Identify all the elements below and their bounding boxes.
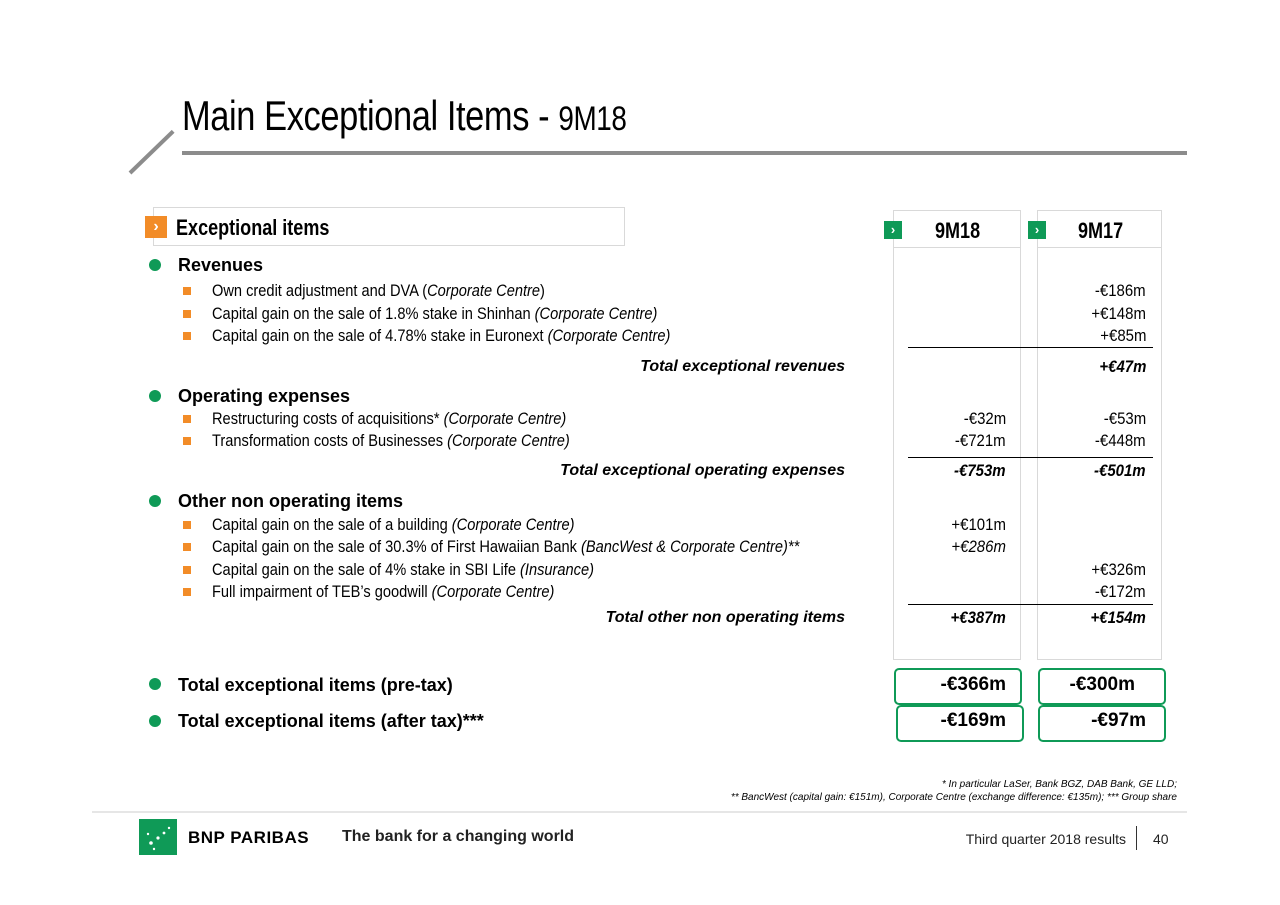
category-other-non-operating: Other non operating items	[178, 491, 404, 511]
value-9m17: +€148m	[1091, 304, 1146, 323]
bullet-dot-icon	[149, 390, 161, 402]
footnote-2: ** BancWest (capital gain: €151m), Corporate Centre (exchange difference: €135m); *** Group share	[730, 792, 1177, 803]
square-bullet-icon	[183, 588, 191, 596]
value-9m17: +€85m	[1099, 326, 1146, 345]
value-9m17: -€186m	[1095, 281, 1146, 300]
total-rule	[908, 604, 1153, 605]
value-9m18: +€101m	[951, 515, 1006, 534]
category-revenues: Revenues	[178, 255, 264, 275]
square-bullet-icon	[183, 415, 191, 423]
total-aftertax-label: Total exceptional items (after tax)***	[178, 711, 484, 731]
title-period: 9M18	[558, 100, 627, 138]
total-rule	[908, 457, 1153, 458]
chevron-right-icon: ›	[1028, 221, 1046, 239]
total-pretax-9m18: -€366m	[940, 674, 1006, 695]
value-9m18: -€32m	[963, 409, 1006, 428]
square-bullet-icon	[183, 287, 191, 295]
list-item: Capital gain on the sale of 4.78% stake in Euronext (Corporate Centre)	[212, 326, 671, 345]
column-header-divider	[1037, 247, 1161, 248]
total-value-9m18: +€387m	[950, 608, 1006, 627]
total-rule	[908, 347, 1153, 348]
value-9m17: +€326m	[1091, 560, 1146, 579]
brand-name: BNP PARIBAS	[188, 828, 310, 847]
list-item: Capital gain on the sale of 1.8% stake in Shinhan (Corporate Centre)	[212, 304, 658, 323]
total-label: Total exceptional operating expenses	[560, 462, 845, 479]
column-header-9m17: 9M17	[1078, 218, 1124, 243]
total-label: Total exceptional revenues	[640, 358, 845, 375]
chevron-right-icon: ›	[884, 221, 902, 239]
value-9m17: -€53m	[1103, 409, 1146, 428]
brand-tagline: The bank for a changing world	[342, 828, 575, 845]
total-value-9m17: +€47m	[1098, 357, 1146, 376]
footer-divider	[1136, 826, 1137, 850]
list-item: Capital gain on the sale of a building (Corporate Centre)	[212, 515, 575, 534]
square-bullet-icon	[183, 566, 191, 574]
footnote-1: * In particular LaSer, Bank BGZ, DAB Bank, GE LLD;	[941, 779, 1177, 790]
bullet-dot-icon	[149, 259, 161, 271]
category-operating-expenses: Operating expenses	[178, 386, 351, 406]
value-9m17: -€448m	[1095, 431, 1146, 450]
page-title: Main Exceptional Items - 9M18	[182, 92, 627, 139]
total-aftertax-9m18: -€169m	[940, 710, 1006, 731]
square-bullet-icon	[183, 310, 191, 318]
page-number: 40	[1153, 831, 1169, 847]
title-rule	[182, 151, 1187, 155]
value-9m18: +€286m	[951, 537, 1006, 556]
footer-rule	[92, 811, 1187, 813]
column-header-9m18: 9M18	[935, 218, 981, 243]
section-title: Exceptional items	[176, 215, 330, 240]
total-label: Total other non operating items	[605, 609, 845, 626]
total-pretax-label: Total exceptional items (pre-tax)	[178, 675, 453, 695]
column-header-divider	[893, 247, 1020, 248]
bnp-logo-icon	[139, 819, 177, 855]
total-value-9m17: +€154m	[1090, 608, 1146, 627]
square-bullet-icon	[183, 521, 191, 529]
list-item: Own credit adjustment and DVA (Corporate Centre)	[212, 281, 545, 300]
total-value-9m18: -€753m	[954, 461, 1006, 480]
bullet-dot-icon	[149, 678, 161, 690]
value-9m18: -€721m	[955, 431, 1006, 450]
list-item: Capital gain on the sale of 30.3% of First Hawaiian Bank (BancWest & Corporate Centre)**	[212, 537, 800, 556]
square-bullet-icon	[183, 543, 191, 551]
title-rule-slant	[129, 130, 175, 175]
total-value-9m17: -€501m	[1094, 461, 1146, 480]
chevron-right-icon: ›	[145, 216, 167, 238]
total-aftertax-9m17: -€97m	[1091, 710, 1146, 731]
value-9m17: -€172m	[1095, 582, 1146, 601]
square-bullet-icon	[183, 332, 191, 340]
list-item: Restructuring costs of acquisitions* (Corporate Centre)	[212, 409, 567, 428]
report-title: Third quarter 2018 results	[965, 831, 1126, 847]
square-bullet-icon	[183, 437, 191, 445]
list-item: Transformation costs of Businesses (Corporate Centre)	[212, 431, 570, 450]
bullet-dot-icon	[149, 715, 161, 727]
list-item: Full impairment of TEB’s goodwill (Corporate Centre)	[212, 582, 555, 601]
bullet-dot-icon	[149, 495, 161, 507]
total-pretax-9m17: -€300m	[1069, 674, 1135, 695]
list-item: Capital gain on the sale of 4% stake in SBI Life (Insurance)	[212, 560, 594, 579]
